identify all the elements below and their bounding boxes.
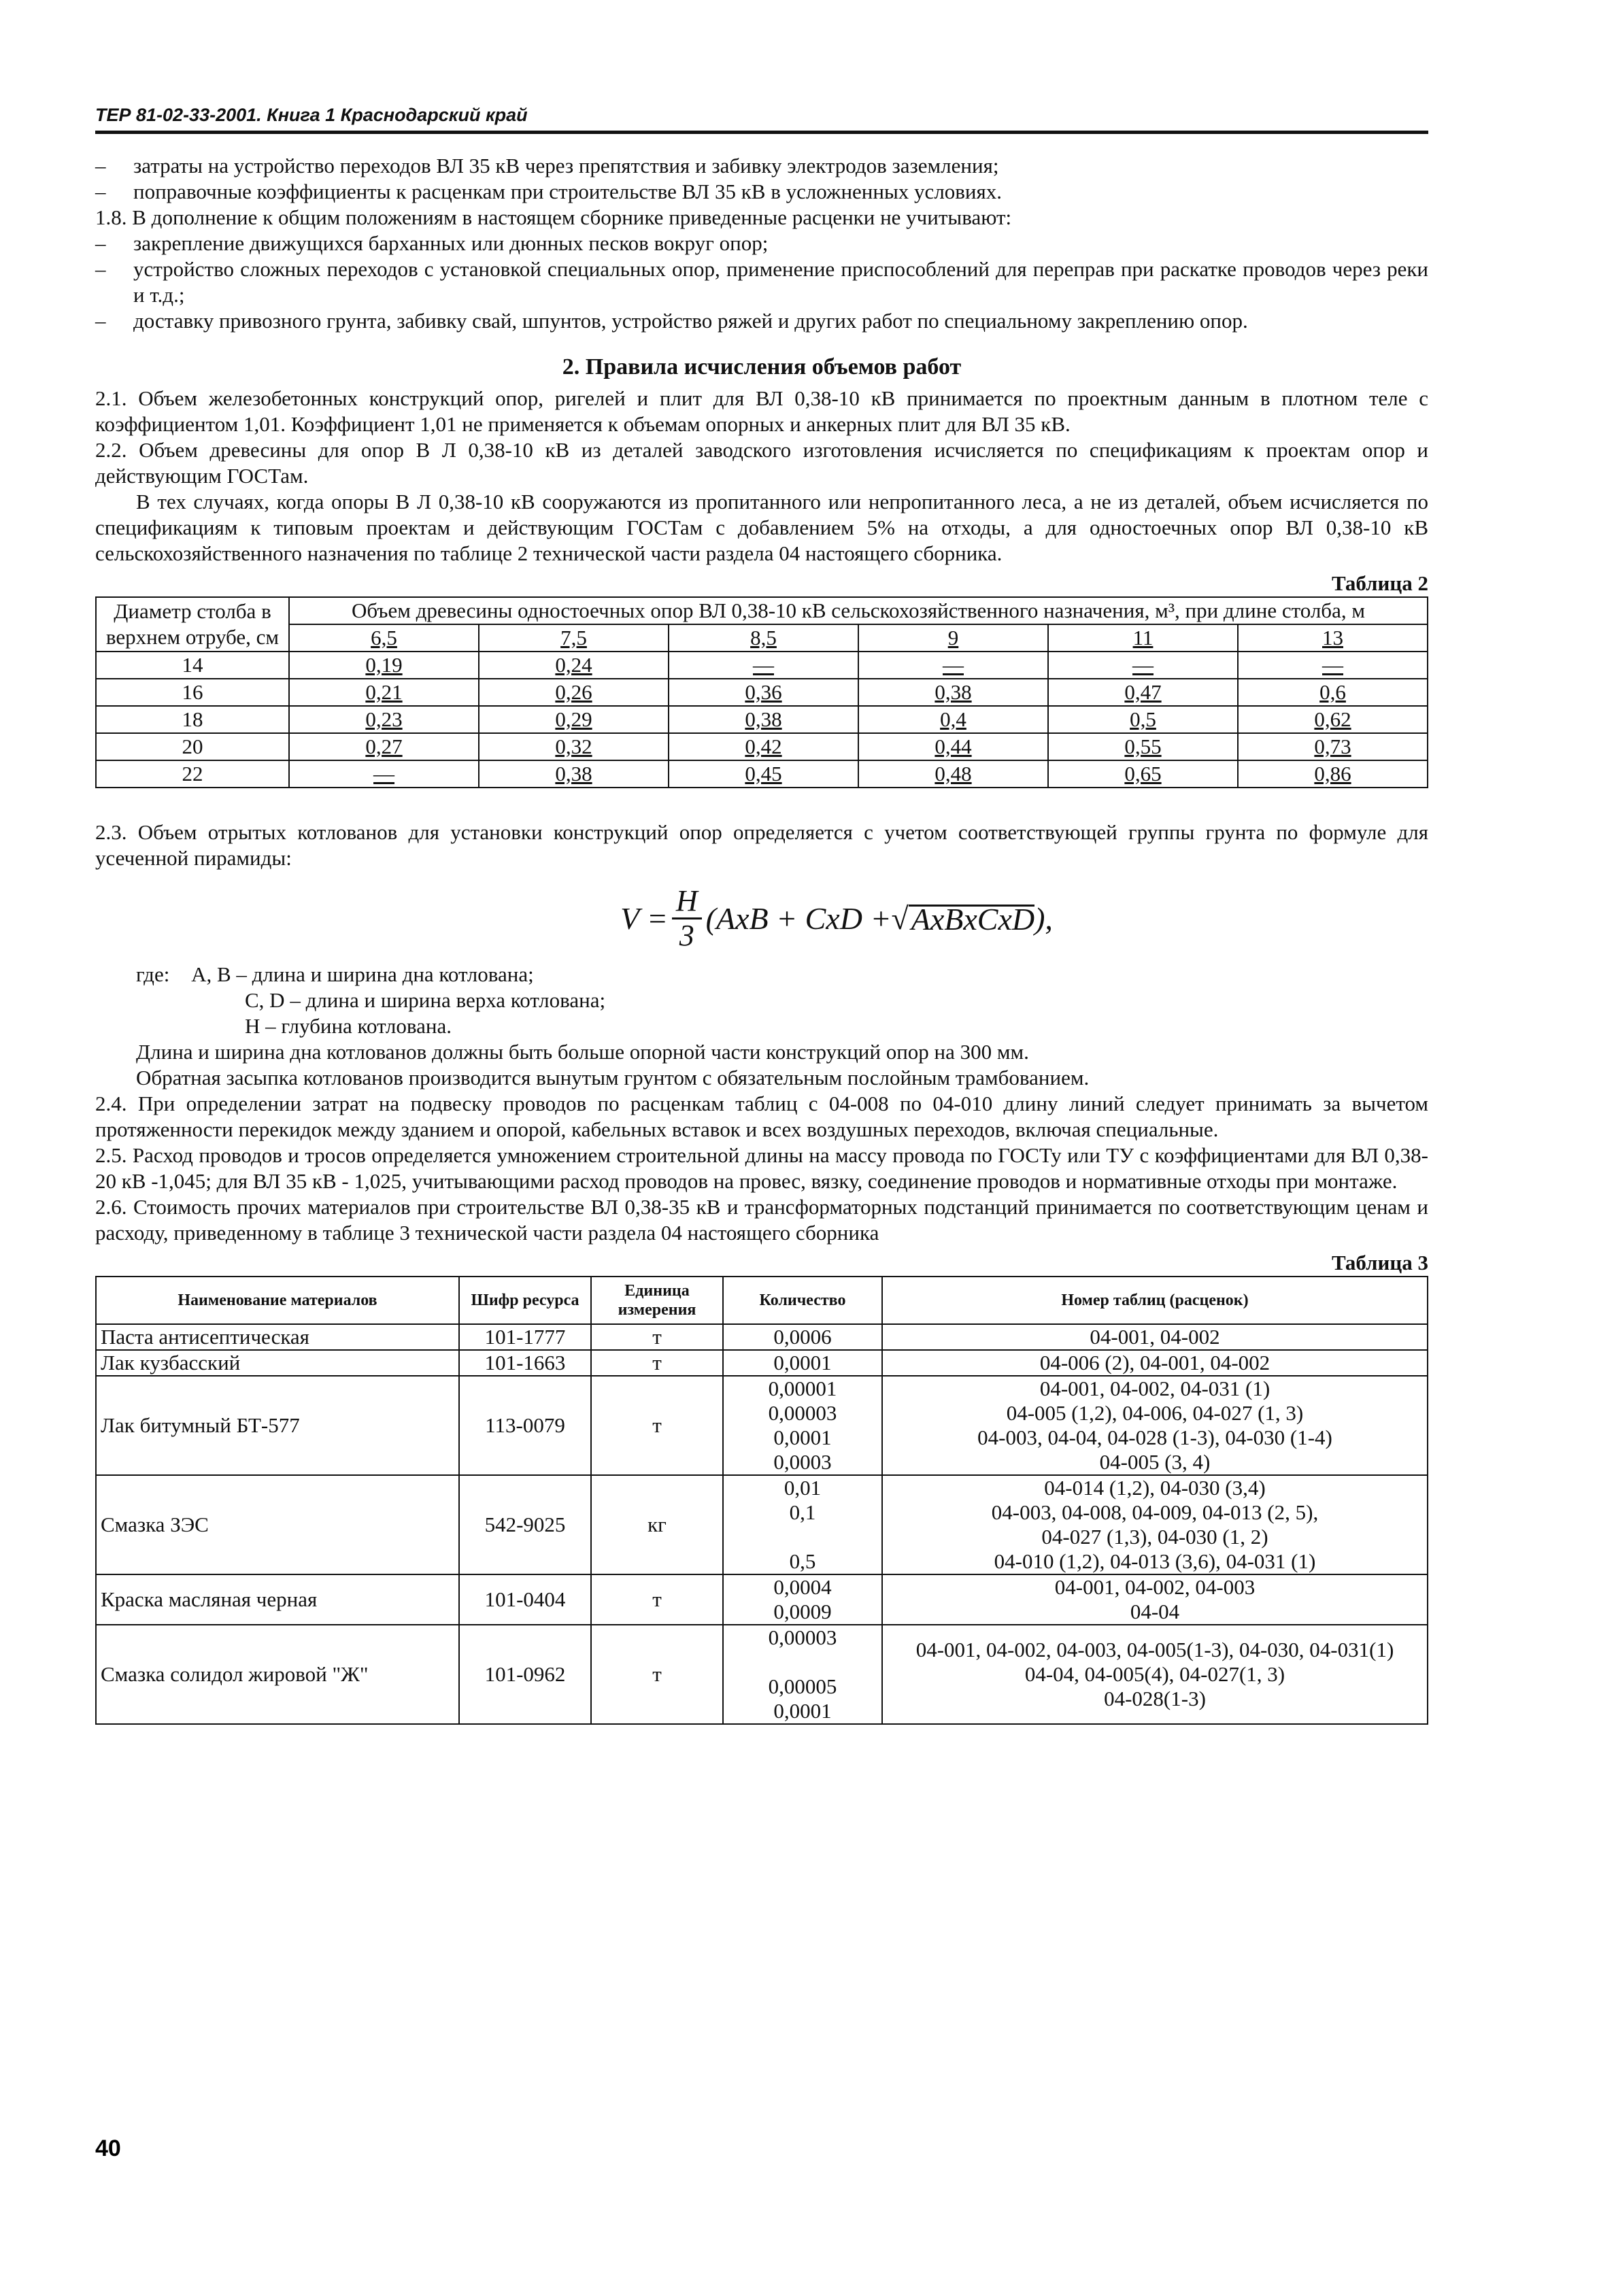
table-row (96, 733, 1428, 760)
table-cell: 0,45 (669, 760, 858, 788)
table-cell: 0,21 (289, 679, 479, 706)
table-cell: 0,44 (858, 733, 1048, 760)
table-cell: 0,4 (858, 706, 1048, 733)
table-cell: 0,01 0,1 0,5 (723, 1475, 882, 1574)
paragraph: 2.4. При определении затрат на подвеску проводов по расценкам таблиц с 04-008 по 04-010 длину линий следует принимать за вычетом протяженности перекидок между зданием и опорой, кабельных вставок и всех воздушных переходов, включая специальные. (95, 1092, 1428, 1141)
table-cell: 0,0004 0,0009 (723, 1574, 882, 1625)
table-cell: Краска масляная черная (96, 1574, 459, 1625)
intro-item-text: поправочные коэффициенты к расценкам при строительстве ВЛ 35 кВ в усложненных условиях. (133, 180, 1003, 203)
table-3-header-cell: Номер таблиц (расценок) (882, 1277, 1428, 1324)
document-page (95, 102, 1428, 1725)
intro-item-text: доставку привозного грунта, забивку свай, шпунтов, устройство ряжей и других работ по специальному закреплению опор. (133, 309, 1248, 333)
table-cell: 0,32 (479, 733, 669, 760)
table-row (96, 679, 1428, 706)
where-label: где: (136, 962, 170, 986)
paragraphs-block-b (95, 1039, 1428, 1246)
intro-item-text: закрепление движущихся барханных или дюнных песков вокруг опор; (133, 231, 769, 255)
table-cell: 101-1663 (459, 1350, 591, 1376)
table-cell: Смазка солидол жировой "Ж" (96, 1625, 459, 1724)
table-cell: 113-0079 (459, 1376, 591, 1475)
formula-lhs: V = (620, 900, 668, 936)
table-cell: — (289, 760, 479, 788)
table-cell: 0,26 (479, 679, 669, 706)
table-2-length-cell: 9 (858, 624, 1048, 652)
table-cell: — (858, 652, 1048, 679)
table-2-length-cell: 8,5 (669, 624, 858, 652)
paragraph: 2.5. Расход проводов и тросов определяется умножением строительной длины на массу провода по ГОСТу или ТУ с коэффициентами для ВЛ 0,38-20 кВ -1,045; для ВЛ 35 кВ - 1,025, учитывающими расход проводов на провес, вязку, соединение проводов и нормативные отходы при монтаже. (95, 1143, 1428, 1193)
table-cell: 0,27 (289, 733, 479, 760)
table-cell: 0,29 (479, 706, 669, 733)
table-cell: 0,38 (479, 760, 669, 788)
table-cell: 0,0006 (723, 1324, 882, 1350)
table-2-length-cell: 7,5 (479, 624, 669, 652)
table-2-col0-header: Диаметр столба в верхнем отрубе, см (96, 597, 289, 652)
table-2-length-cell: 11 (1048, 624, 1238, 652)
formula-tail: ), (1034, 900, 1053, 936)
table-2-lengths-row (96, 624, 1428, 652)
table-cell: — (669, 652, 858, 679)
table-cell: т (591, 1376, 723, 1475)
table-cell: 04-001, 04-002, 04-003 04-04 (882, 1574, 1428, 1625)
table-cell: 04-001, 04-002, 04-003, 04-005(1-3), 04-030, 04-031(1) 04-04, 04-005(4), 04-027(1, 3) 04-028(1-3) (882, 1625, 1428, 1724)
table-3 (95, 1276, 1428, 1725)
table-cell: т (591, 1574, 723, 1625)
table-cell: 04-006 (2), 04-001, 04-002 (882, 1350, 1428, 1376)
page-number: 40 (95, 2135, 121, 2161)
table-row (96, 652, 1428, 679)
dash-marker: – (95, 154, 106, 178)
table-cell: 0,36 (669, 679, 858, 706)
intro-item (95, 231, 1428, 256)
formula-numerator: H (672, 885, 702, 919)
table-cell: 0,19 (289, 652, 479, 679)
table-2-length-cell: 13 (1238, 624, 1428, 652)
table-cell: кг (591, 1475, 723, 1574)
table-cell: 0,48 (858, 760, 1048, 788)
table-row (96, 1475, 1428, 1574)
formula-fraction (672, 885, 702, 952)
table-row (96, 706, 1428, 733)
table-2-caption: Таблица 2 (1332, 571, 1428, 595)
table-3-body (96, 1324, 1428, 1724)
table-cell: 101-0404 (459, 1574, 591, 1625)
table-row (96, 1376, 1428, 1475)
table-3-header-cell: Наименование материалов (96, 1277, 459, 1324)
intro-item-text: 1.8. В дополнение к общим положениям в настоящем сборнике приведенные расценки не учитывают: (95, 205, 1012, 229)
intro-item (95, 153, 1428, 179)
intro-item-text: затраты на устройство переходов ВЛ 35 кВ через препятствия и забивку электродов заземления; (133, 154, 999, 178)
table-cell: 04-014 (1,2), 04-030 (3,4) 04-003, 04-008, 04-009, 04-013 (2, 5), 04-027 (1,3), 04-030 (1, 2) 04-010 (1,2), 04-013 (3,6), 04-031 (1) (882, 1475, 1428, 1574)
table-cell: 0,5 (1048, 706, 1238, 733)
table-cell: Лак кузбасский (96, 1350, 459, 1376)
formula-denominator: 3 (679, 919, 694, 952)
intro-item (95, 308, 1428, 334)
dash-marker: – (95, 309, 106, 333)
where-block (95, 962, 1428, 1039)
formula-sqrt: AxBxCxD (909, 905, 1034, 932)
table-2-body (96, 652, 1428, 788)
table-cell: 0,42 (669, 733, 858, 760)
table-cell: 0,38 (669, 706, 858, 733)
paragraph-2-3: 2.3. Объем отрытых котлованов для установки конструкций опор определяется с учетом соответствующей группы грунта по формуле для усеченной пирамиды: (95, 820, 1428, 870)
table-cell: 0,73 (1238, 733, 1428, 760)
table-cell: 04-001, 04-002 (882, 1324, 1428, 1350)
table-3-header-cell: Единица измерения (591, 1277, 723, 1324)
table-cell: т (591, 1625, 723, 1724)
paragraphs-block-a (95, 386, 1428, 567)
where-item-2: Н – глубина котлована. (245, 1014, 452, 1038)
table-cell: 22 (96, 760, 289, 788)
dash-marker: – (95, 231, 106, 255)
table-row (96, 1574, 1428, 1625)
table-cell: 0,38 (858, 679, 1048, 706)
table-cell: Смазка ЗЭС (96, 1475, 459, 1574)
intro-item (95, 179, 1428, 205)
table-cell: 04-001, 04-002, 04-031 (1) 04-005 (1,2), 04-006, 04-027 (1, 3) 04-003, 04-04, 04-028 (1-3), 04-030 (1-4) 04-005 (3, 4) (882, 1376, 1428, 1475)
table-2-group-header: Объем древесины одностоечных опор ВЛ 0,38-10 кВ сельскохозяйственного назначения, м³, при длине столба, м (289, 597, 1428, 624)
paragraph: В тех случаях, когда опоры В Л 0,38-10 кВ сооружаются из пропитанного или непропитанного леса, а не из деталей, объем исчисляется по спецификациям к типовым проектам и действующим ГОСТам с добавлением 5% на отходы, а для одностоечных опор ВЛ 0,38-10 кВ сельскохозяйственного назначения по таблице 2 технической части раздела 04 настоящего сборника. (95, 490, 1428, 565)
table-cell: 0,86 (1238, 760, 1428, 788)
table-cell: 0,0001 (723, 1350, 882, 1376)
paragraph: Обратная засыпка котлованов производится вынутым грунтом с обязательным послойным трамбованием. (136, 1066, 1090, 1090)
table-cell: 0,62 (1238, 706, 1428, 733)
where-item-0: А, В – длина и ширина дна котлована; (191, 962, 534, 986)
volume-formula (245, 885, 1428, 952)
intro-item-text: устройство сложных переходов с установкой специальных опор, применение приспособлений для переправ при раскатке проводов через реки и т.д.; (133, 257, 1428, 307)
table-row (96, 1625, 1428, 1724)
table-cell: 101-0962 (459, 1625, 591, 1724)
table-row (96, 1324, 1428, 1350)
table-cell: 18 (96, 706, 289, 733)
table-2-length-cell: 6,5 (289, 624, 479, 652)
table-cell: 16 (96, 679, 289, 706)
paragraph: 2.1. Объем железобетонных конструкций опор, ригелей и плит для ВЛ 0,38-10 кВ принимается по проектным данным в плотном теле с коэффициентом 1,01. Коэффициент 1,01 не применяется к объемам опорных и анкерных плит для ВЛ 35 кВ. (95, 386, 1428, 436)
sqrt-sign-icon: √ (891, 900, 909, 936)
table-cell: 101-1777 (459, 1324, 591, 1350)
table-2 (95, 596, 1428, 788)
table-cell: — (1238, 652, 1428, 679)
table-3-header-cell: Шифр ресурса (459, 1277, 591, 1324)
dash-marker: – (95, 180, 106, 203)
table-cell: 0,55 (1048, 733, 1238, 760)
where-item-1: С, D – длина и ширина верха котлована; (245, 988, 606, 1012)
table-cell: 0,24 (479, 652, 669, 679)
table-cell: 0,23 (289, 706, 479, 733)
paragraph: 2.6. Стоимость прочих материалов при строительстве ВЛ 0,38-35 кВ и трансформаторных подстанций принимается по соответствующим ценам и расходу, приведенному в таблице 3 технической части раздела 04 настоящего сборника (95, 1195, 1428, 1245)
table-row (96, 1350, 1428, 1376)
table-row (96, 760, 1428, 788)
running-header: ТЕР 81-02-33-2001. Книга 1 Краснодарский край (95, 102, 1428, 134)
intro-item (95, 205, 1428, 231)
table-3-caption: Таблица 3 (1332, 1251, 1428, 1274)
table-cell: 20 (96, 733, 289, 760)
table-cell: 0,47 (1048, 679, 1238, 706)
table-3-header-row (96, 1277, 1428, 1324)
table-cell: 0,6 (1238, 679, 1428, 706)
section-title: 2. Правила исчисления объемов работ (562, 354, 962, 379)
table-cell: 0,00001 0,00003 0,0001 0,0003 (723, 1376, 882, 1475)
table-cell: Лак битумный БТ-577 (96, 1376, 459, 1475)
table-cell: 0,00003 0,00005 0,0001 (723, 1625, 882, 1724)
table-cell: Паста антисептическая (96, 1324, 459, 1350)
paragraph: Длина и ширина дна котлованов должны быть больше опорной части конструкций опор на 300 мм. (136, 1040, 1029, 1064)
table-3-header-cell: Количество (723, 1277, 882, 1324)
intro-list (95, 153, 1428, 334)
table-cell: — (1048, 652, 1238, 679)
intro-item (95, 256, 1428, 308)
table-cell: т (591, 1324, 723, 1350)
paragraph: 2.2. Объем древесины для опор В Л 0,38-10 кВ из деталей заводского изготовления исчисляется по спецификациям к проектам опор и действующим ГОСТам. (95, 438, 1428, 488)
table-cell: 0,65 (1048, 760, 1238, 788)
table-cell: 14 (96, 652, 289, 679)
table-cell: т (591, 1350, 723, 1376)
dash-marker: – (95, 257, 106, 281)
table-cell: 542-9025 (459, 1475, 591, 1574)
formula-body: (AxB + CxD + (705, 900, 892, 936)
